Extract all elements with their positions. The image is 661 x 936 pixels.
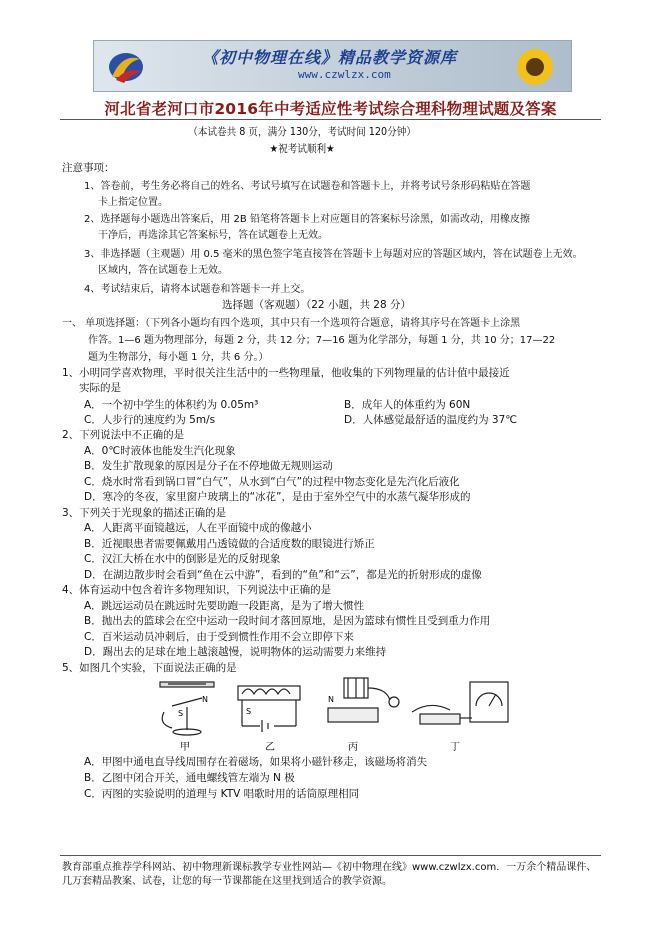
figure-jia xyxy=(160,682,214,735)
question-stem: 实际的是 xyxy=(79,382,121,394)
section-part: 题为生物部分，每小题 1 分，共 6 分。） xyxy=(88,352,269,363)
figure-label-yi: 乙 xyxy=(265,742,275,752)
figure-bing xyxy=(328,678,399,722)
banner-url: www.czwlzx.com xyxy=(298,68,391,81)
option: A．甲图中通电直导线周围存在着磁场，如果将小磁针移走，该磁场将消失 xyxy=(84,756,428,768)
section-title: 选择题（客观题）（22 小题，共 28 分） xyxy=(222,299,411,311)
option: C．人步行的速度约为 5m/s xyxy=(84,414,216,426)
note-item: 1、答卷前，考生务必将自己的姓名、考试号填写在试题卷和答题卡上，并将考试号条形码粘贴在答题 xyxy=(84,181,531,192)
option: A．0℃时液体也能发生汽化现象 xyxy=(84,445,236,457)
option: D．踢出去的足球在地上越滚越慢，说明物体的运动需要力来维持 xyxy=(84,646,387,658)
footer-line: 教育部重点推荐学科网站、初中物理新课标教学专业性网站—《初中物理在线》www.czwlzx.com．一万余个精品课件、 xyxy=(62,862,597,873)
svg-text:N: N xyxy=(328,695,334,704)
option: A．跳远运动员在跳远时先要助跑一段距离，是为了增大惯性 xyxy=(84,600,365,612)
note-item: 2、选择题每小题选出答案后，用 2B 铅笔将答题卡上对应题目的答案标号涂黑，如需改动，用橡皮擦 xyxy=(84,214,530,225)
option: B．发生扩散现象的原因是分子在不停地做无规则运动 xyxy=(84,460,333,472)
option: D．人体感觉最舒适的温度约为 37℃ xyxy=(344,414,518,426)
experiment-figure xyxy=(150,672,530,752)
option: D．在湖边散步时会看到“鱼在云中游”，看到的“鱼”和“云”，都是光的折射形成的虚像 xyxy=(84,569,482,581)
note-item: 干净后，再选涂其它答案标号，答在试题卷上无效。 xyxy=(98,230,328,241)
option: B．抛出去的篮球会在空中运动一段时间才落回原地，是因为篮球有惯性且受到重力作用 xyxy=(84,615,491,627)
notes-heading: 注意事项： xyxy=(62,162,115,174)
option: A．一个初中学生的体积约为 0.05m³ xyxy=(84,399,259,411)
question-stem: 3、下列关于光现象的描述正确的是 xyxy=(62,507,227,519)
exam-wish: ★祝考试顺利★ xyxy=(269,143,335,155)
question-stem: 1、小明同学喜欢物理，平时很关注生活中的一些物理量，他收集的下列物理量的估计值中最接近 xyxy=(62,367,510,379)
figure-label-jia: 甲 xyxy=(180,742,190,752)
page-footer xyxy=(62,861,602,889)
note-item: 卡上指定位置。 xyxy=(98,197,168,208)
option: B．近视眼患者需要佩戴用凸透镜做的合适度数的眼镜进行矫正 xyxy=(84,538,375,550)
svg-text:N: N xyxy=(202,695,208,704)
banner-title: 《初中物理在线》精品教学资源库 xyxy=(202,48,458,67)
note-item: 3、非选择题（主观题）用 0.5 毫米的黑色签字笔直接答在答题卡上每题对应的答题区域内，答在试题卷上无效。 xyxy=(84,249,583,260)
footer-divider xyxy=(60,855,601,856)
option: B．乙图中闭合开关，通电螺线管左端为 N 极 xyxy=(84,772,295,784)
figure-label-bing: 丙 xyxy=(348,742,358,752)
figure-ding xyxy=(412,682,508,724)
option: D．寒冷的冬夜，家里窗户玻璃上的“冰花”，是由于室外空气中的水蒸气凝华形成的 xyxy=(84,491,471,503)
site-logo-icon xyxy=(106,47,146,85)
section-part: 一、 单项选择题：（下列各小题均有四个选项，其中只有一个选项符合题意，请将其序号在答题卡上涂黑 xyxy=(62,318,521,329)
question-stem: 5、如图几个实验，下面说法正确的是 xyxy=(62,662,237,674)
option: C．汉江大桥在水中的倒影是光的反射现象 xyxy=(84,553,281,565)
note-item: 4、考试结束后，请将本试题卷和答题卡一并上交。 xyxy=(84,284,311,295)
option: C．丙图的实验说明的道理与 KTV 唱歌时用的话筒原理相同 xyxy=(84,788,360,800)
sunflower-icon xyxy=(505,45,565,89)
exam-info: （本试卷共 8 页，满分 130分，考试时间 120分钟） xyxy=(188,126,416,138)
site-banner xyxy=(93,40,572,92)
svg-text:S: S xyxy=(178,709,184,718)
section-part: 作答。1—6 题为物理部分，每题 2 分，共 12 分；7—16 题为化学部分，每题 1 分，共 10 分；17—22 xyxy=(88,335,556,346)
option: B．成年人的体重约为 60N xyxy=(344,399,471,411)
option: C．百米运动员冲刺后，由于受到惯性作用不会立即停下来 xyxy=(84,631,354,643)
figure-label-ding: 丁 xyxy=(450,742,460,752)
option: C．烧水时常看到锅口冒“白气”，从水到“白气”的过程中物态变化是先汽化后液化 xyxy=(84,476,460,488)
question-stem: 4、体育运动中包含着许多物理知识，下列说法中正确的是 xyxy=(62,584,332,596)
page-title: 河北省老河口市2016年中考适应性考试综合理科物理试题及答案 xyxy=(104,100,557,118)
option: A．人距离平面镜越远，人在平面镜中成的像越小 xyxy=(84,522,312,534)
svg-text:S: S xyxy=(246,707,252,716)
note-item: 区域内，答在试题卷上无效。 xyxy=(98,265,228,276)
footer-line: 几万套精品教案、试卷，让您的每一节课都能在这里找到适合的教学资源。 xyxy=(62,876,392,887)
title-divider xyxy=(60,119,601,120)
question-stem: 2、下列说法中不正确的是 xyxy=(62,429,185,441)
